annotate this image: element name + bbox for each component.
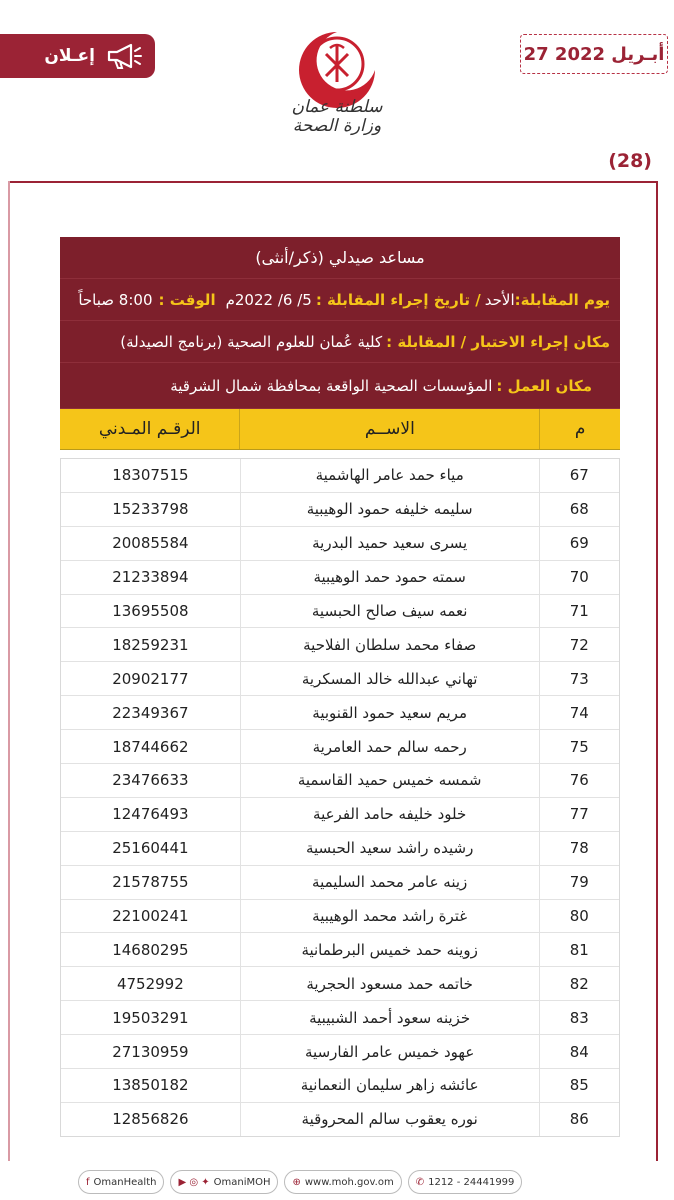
row-name: يسرى سعيد حميد البدرية (240, 527, 539, 560)
date-box (520, 34, 668, 74)
row-name: خلود خليفه حامد الفرعية (240, 798, 539, 831)
row-number: 83 (539, 1001, 619, 1034)
table-row (61, 561, 619, 595)
social-icons: ▶ ◎ ✦ (178, 1176, 210, 1188)
row-civil-id: 13850182 (112, 1076, 189, 1095)
table-row (61, 933, 619, 967)
header-number: م (539, 409, 620, 449)
table-row (61, 967, 619, 1001)
row-civil-id: 21578755 (112, 873, 189, 892)
row-number: 67 (539, 459, 619, 492)
job-title: مساعد صيدلي (ذكر/أنثى) (60, 237, 620, 279)
info-block (60, 237, 620, 409)
row-number: 85 (539, 1069, 619, 1102)
website-url: www.moh.gov.om (304, 1176, 394, 1188)
row-number: 76 (539, 764, 619, 797)
facebook-icon: f (86, 1176, 90, 1188)
row-number: 70 (539, 561, 619, 594)
table-row (61, 493, 619, 527)
row-name: سمته حمود حمد الوهيبية (240, 561, 539, 594)
phone-number: 1212 - 24441999 (428, 1176, 515, 1188)
row-number: 84 (539, 1035, 619, 1068)
interview-table (60, 237, 620, 1137)
date-label: / تاريخ إجراء المقابلة : (315, 290, 481, 309)
row-civil-id: 21233894 (112, 568, 189, 587)
table-row (61, 662, 619, 696)
time-value: 8:00 صباحاً (78, 290, 153, 309)
day-label: يوم المقابلة: (514, 290, 610, 309)
row-civil-id: 22100241 (112, 907, 189, 926)
table-row (61, 1035, 619, 1069)
facebook-handle: OmanHealth (93, 1176, 157, 1188)
facebook-pill[interactable] (78, 1170, 164, 1194)
table-row (61, 1069, 619, 1103)
row-civil-id: 15233798 (112, 500, 189, 519)
day-value: الأحد (484, 290, 515, 309)
table-body (60, 458, 620, 1137)
row-civil-id: 12856826 (112, 1110, 189, 1129)
row-name: رحمه سالم حمد العامرية (240, 730, 539, 763)
row-name: زينه عامر محمد السليمية (240, 866, 539, 899)
megaphone-icon (105, 41, 145, 71)
row-civil-id: 20902177 (112, 669, 189, 688)
row-number: 78 (539, 832, 619, 865)
row-civil-id: 19503291 (112, 1008, 189, 1027)
page-number: (28) (608, 150, 652, 172)
frame-top-line (8, 181, 658, 183)
row-number: 81 (539, 933, 619, 966)
table-row (61, 866, 619, 900)
row-number: 72 (539, 628, 619, 661)
row-civil-id: 22349367 (112, 703, 189, 722)
row-number: 82 (539, 967, 619, 1000)
row-civil-id: 13695508 (112, 602, 189, 620)
time-label: الوقت : (158, 290, 216, 309)
row-number: 68 (539, 493, 619, 526)
row-name: تهاني عبدالله خالد المسكرية (240, 662, 539, 695)
venue-value: كلية عُمان للعلوم الصحية (برنامج الصيدلة) (120, 332, 383, 351)
globe-icon: ⊕ (292, 1176, 301, 1188)
row-name: عهود خميس عامر الفارسية (240, 1035, 539, 1068)
row-civil-id: 4752992 (116, 974, 184, 993)
venue-row (60, 321, 620, 363)
announcement-label: إعـلان (44, 46, 95, 66)
row-number: 79 (539, 866, 619, 899)
row-civil-id: 14680295 (112, 940, 189, 959)
table-row (61, 730, 619, 764)
row-number: 77 (539, 798, 619, 831)
row-number: 69 (539, 527, 619, 560)
ministry-line-1: سلطنة عمان (291, 97, 383, 117)
row-number: 74 (539, 696, 619, 729)
row-name: نوره يعقوب سالم المحروقية (240, 1103, 539, 1136)
table-row (61, 696, 619, 730)
phone-pill[interactable] (408, 1170, 523, 1194)
work-value: المؤسسات الصحية الواقعة بمحافظة شمال الشرقية (170, 376, 493, 395)
row-name: خاتمه حمد مسعود الحجرية (240, 967, 539, 1000)
table-row (61, 764, 619, 798)
row-number: 80 (539, 900, 619, 933)
table-row (61, 527, 619, 561)
row-name: خزينه سعود أحمد الشبيبية (240, 1001, 539, 1034)
row-name: مريم سعيد حمود القنوبية (240, 696, 539, 729)
row-number: 86 (539, 1103, 619, 1136)
row-name: شمسه خميس حميد القاسمية (240, 764, 539, 797)
table-row (61, 832, 619, 866)
frame-right-line (656, 181, 658, 1161)
row-civil-id: 18744662 (112, 737, 189, 756)
work-location-row (60, 363, 620, 409)
ministry-line-2: وزارة الصحة (292, 116, 382, 136)
table-row (61, 459, 619, 493)
phone-icon: ✆ (415, 1176, 425, 1188)
venue-label: مكان إجراء الاختبار / المقابلة : (386, 332, 610, 351)
row-name: رشيده راشد سعيد الحبسية (240, 832, 539, 865)
frame-left-line (8, 181, 10, 1161)
table-header (60, 409, 620, 450)
row-number: 75 (539, 730, 619, 763)
row-name: غترة راشد محمد الوهيبية (240, 900, 539, 933)
table-row (61, 900, 619, 934)
table-row (61, 1103, 619, 1136)
work-label: مكان العمل : (496, 376, 592, 395)
table-row (61, 595, 619, 629)
row-civil-id: 20085584 (112, 534, 189, 553)
website-pill[interactable] (284, 1170, 401, 1194)
row-name: نعمه سيف صالح الحبسية (240, 595, 539, 628)
row-name: سليمه خليفه حمود الوهيبية (240, 493, 539, 526)
row-name: زوينه حمد خميس البرطمانية (240, 933, 539, 966)
row-name: مياء حمد عامر الهاشمية (240, 459, 539, 492)
social-pill[interactable] (170, 1170, 278, 1194)
row-name: عائشه زاهر سليمان النعمانية (240, 1069, 539, 1102)
footer (78, 1170, 598, 1194)
row-civil-id: 23476633 (112, 771, 189, 790)
row-number: 73 (539, 662, 619, 695)
row-civil-id: 18307515 (112, 466, 189, 485)
table-row (61, 628, 619, 662)
announcement-date: 27 أبـريل 2022 (523, 43, 665, 65)
interview-schedule-row (60, 279, 620, 321)
row-number: 71 (539, 595, 619, 628)
row-civil-id: 18259231 (112, 635, 189, 654)
social-handle: OmaniMOH (213, 1176, 271, 1188)
ministry-name (275, 98, 399, 136)
header-name: الاســم (239, 409, 539, 449)
header-civil-id: الرقـم المـدني (98, 419, 201, 439)
row-civil-id: 27130959 (112, 1042, 189, 1061)
table-row (61, 798, 619, 832)
announcement-tag (0, 34, 155, 78)
table-row (61, 1001, 619, 1035)
date-value: 5/ 6/ 2022م (225, 290, 312, 309)
row-name: صفاء محمد سلطان الفلاحية (240, 628, 539, 661)
row-civil-id: 12476493 (112, 805, 189, 824)
row-civil-id: 25160441 (112, 839, 189, 858)
